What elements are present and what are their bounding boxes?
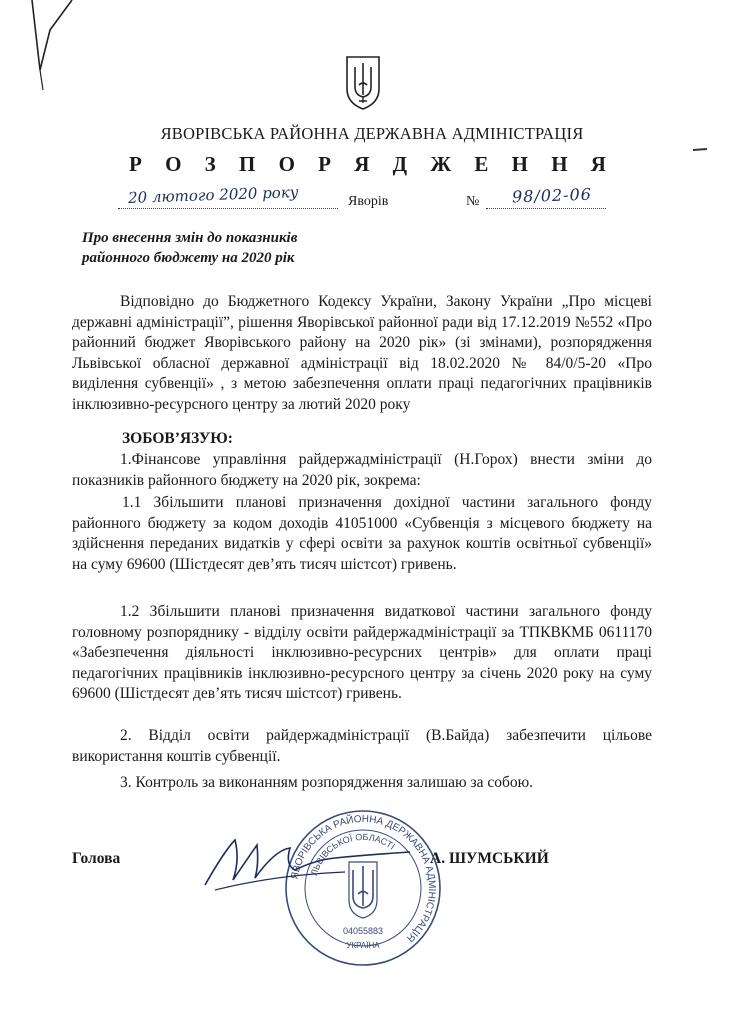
paragraph-1-1: 1.1 Збільшити планові призначення дохідної частини загального фонду районного бюджету за кодом доходів 41051000 «Субвенція з місцевого бюджету на здійснення переданих видатків у сфері освіти за рахунок коштів освітньої субвенції» на суму 69600 (Шістдесят дев’ять тисяч шістсот) гривень. xyxy=(72,494,652,573)
coat-of-arms-icon xyxy=(345,55,381,111)
signatory-position: Голова xyxy=(72,850,121,867)
paragraph-1: 1.Фінансове управління райдержадміністрації (Н.Горох) внести зміни до показників районного бюджету на 2020 рік, зокрема: xyxy=(72,451,652,489)
order-word: ЗОБОВ’ЯЗУЮ: xyxy=(122,430,233,447)
seal-code: 04055883 xyxy=(342,926,384,936)
handwritten-date: 20 лютого 2020 року xyxy=(127,183,299,207)
organization-title: ЯВОРІВСЬКА РАЙОННА ДЕРЖАВНА АДМІНІСТРАЦІЯ xyxy=(160,124,584,143)
date-underline xyxy=(118,208,338,209)
seal-country: УКРАЇНА xyxy=(346,941,380,950)
paragraph-1-2: 1.2 Збільшити планові призначення видаткової частини загального фонду головному розпоряднику - відділу освіти райдержадміністрації за ТПКВКМБ 0611170 «Забезпечення діяльності інклюзивно-ресурсних центрів» для оплати праці педагогічних працівників інклюзивно-ресурсного центру за січень 2020 року на суму 69600 (Шістдесят дев’ять тисяч шістсот) гривень. xyxy=(72,603,652,702)
paragraph-3: 3. Контроль за виконанням розпорядження залишаю за собою. xyxy=(120,774,534,791)
handwritten-number: 98/02-06 xyxy=(511,184,593,207)
city-name: Яворів xyxy=(348,194,389,209)
number-underline xyxy=(486,208,606,209)
number-sign: № xyxy=(466,194,480,209)
signatory-name: А. ШУМСЬКИЙ xyxy=(430,850,549,867)
pen-mark-corner xyxy=(10,0,80,100)
paragraph-2: 2. Відділ освіти райдержадміністрації (В.Байда) забезпечити цільове використання коштів субвенції. xyxy=(72,727,652,765)
seal-outer-text: ЯВОРІВСЬКА РАЙОННА ДЕРЖАВНА АДМІНІСТРАЦІЯ xyxy=(289,813,438,944)
document-type-title: Р О З П О Р Я Д Ж Е Н Н Я xyxy=(129,152,615,176)
subject-line-2: районного бюджету на 2020 рік xyxy=(82,250,295,266)
document-subject xyxy=(82,228,297,268)
seal-inner-text: ЛЬВІВСЬКОЇ ОБЛАСТІ xyxy=(308,831,397,877)
subject-line-1: Про внесення змін до показників xyxy=(82,230,298,246)
handwritten-signature xyxy=(195,830,425,900)
preamble-paragraph: Відповідно до Бюджетного Кодексу України, Закону України „Про місцеві державні адміністрації”, рішення Яворівської районної ради від 17.12.2019 №552 «Про районний бюджет Яворівського району на 2020 рік» (зі змінами), розпорядження Львівської обласної державної адміністрації від 18.02.2020 № 84/0/5-20 «Про виділення субвенції» , з метою забезпечення оплати праці педагогічних працівників інклюзивно-ресурсного центру за лютий 2020 року xyxy=(72,293,652,413)
